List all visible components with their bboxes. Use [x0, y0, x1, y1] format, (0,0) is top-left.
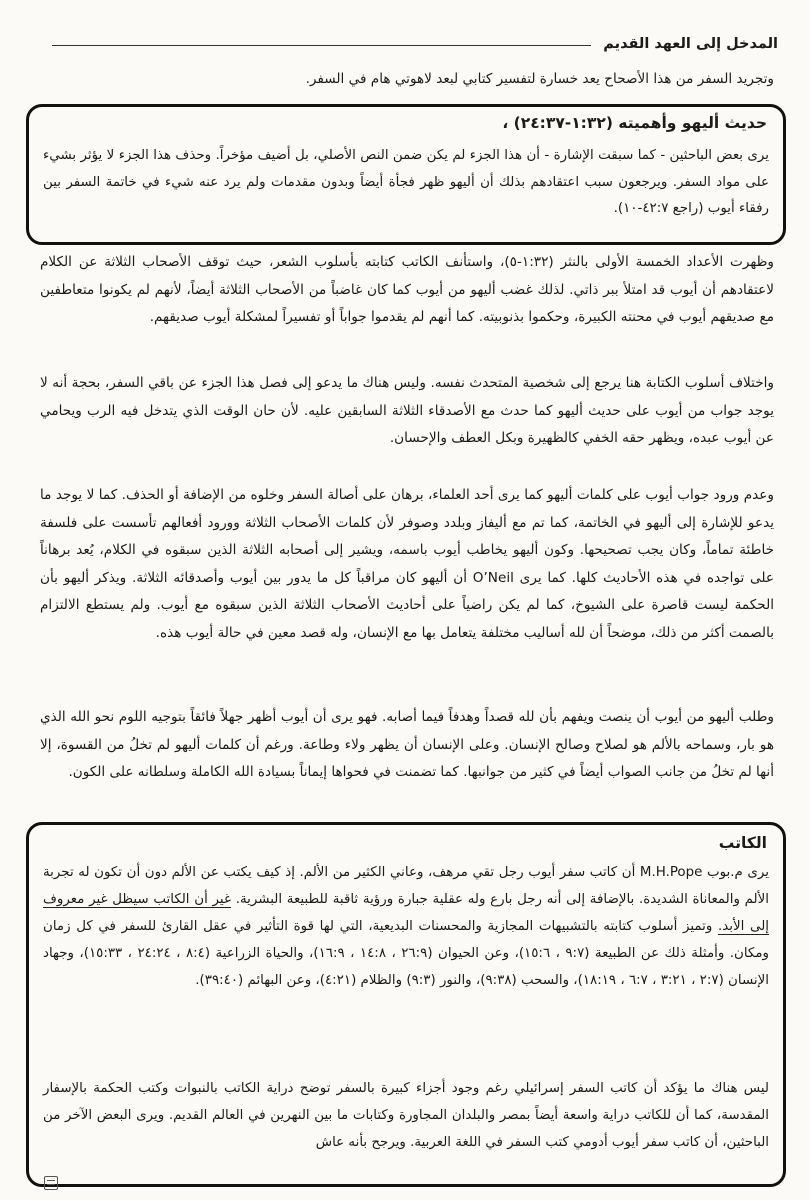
- box-elihu-paragraph: يرى بعض الباحثين - كما سبقت الإشارة - أن هذا الجزء لم يكن ضمن النص الأصلي، بل أضيف مؤخراً. وحذف هذا الجزء لا يؤثر بشيء على مواد السفر. ويرجعون سبب اعتقادهم بذلك أن أليهو ظهر فجأة أيضاً وبدون مقدمات ولم يرد عنه شيء في خاتمة السفر بين رفقاء أيوب (راجع ٤٢:٧-١٠).: [43, 148, 769, 216]
- paragraph-style-difference: واختلاف أسلوب الكتابة هنا يرجع إلى شخصية المتحدث نفسه. وليس هناك ما يدعو إلى فصل هذا الجزء عن باقي السفر، بحجة أنه لا يوجد جواب من أيوب على حديث أليهو كما حدث مع الأصدقاء الثلاثة السابقين عليه. لأن حان الوقت الذي يتدخل فيه الرب ويحامي عن أيوب عبده، ويظهر حقه الخفي كالظهيرة وبكل العطف والإحسان.: [40, 375, 774, 446]
- section-title-author: الكاتب: [718, 834, 767, 852]
- paragraph-intro: وتجريد السفر من هذا الأصحاح يعد خسارة لتفسير كتابي لبعد لاهوتي هام في السفر.: [305, 71, 774, 87]
- section-title-elihu: حديث أليهو وأهميته (١:٣٢-٢٤:٣٧) ،: [502, 114, 767, 132]
- paragraph-elihu-prose: وظهرت الأعداد الخمسة الأولى بالنثر (١:٣٢-٥)، واستأنف الكاتب كتابته بأسلوب الشعر، حيث توقف الأصحاب الثلاثة عن الكلام لاعتقادهم أن أيوب قد امتلأ ببر ذاتي. لذلك غضب أليهو من أيوب كما كان غاضباً من الأصحاب الثلاثة أيضاً، لأنهم لم يكونوا متعاطفين مع صديقهم أيوب في محنته الكبيرة، وحكموا بذنوبيته. كما أنهم لم يقدموا جواباً أو تفسيراً لمشكلة أيوب صديقهم.: [40, 254, 774, 325]
- underlined-sentence: غير أن الكاتب سيظل غير معروف إلى الأبد.: [43, 892, 769, 934]
- header-rule: [52, 45, 591, 46]
- paragraph-elihu-request: وطلب أليهو من أيوب أن ينصت ويفهم بأن لله قصداً وهدفاً فيما أصابه. فهو يرى أن أيوب أظهر جهلاً فائقاً بتوجيه اللوم نحو الله الذي هو بار، وسماحه بالألم هو لصلاح وصالح الإنسان. وعلى الإنسان أن يظهر ولاء وطاعة. ورغم أن كلمات أليهو لم تخلُ من القسوة، إلا أنها لم تخلُ من جانب الصواب أيضاً في كثير من جوانبها. كما تضمنت في فحواها إيماناً بسيادة الله الكاملة وسلطانه على الكون.: [40, 709, 774, 780]
- author-text-end: وتميز أسلوب كتابته بالتشبيهات المجازية والمحسنات البديعية، التي لها قوة التأثير في عقل القارئ للسفر في كل زمان ومكان. وأمثلة ذلك عن الطبيعة (٩:٧ ، ١٥:٦)، وعن الحيوان (٢٦:٩ ، ١٤:٨ ، ١٦:٩)، والحياة الزراعية (٨:٤ ، ٢٤:٢٤ ، ١٥:٣٣)، وجهاد الإنسان (٢:٧ ، ٣:٢١ ، ٦:٧ ، ١٨:١٩)، والسحب (٩:٣٨)، والنور (٩:٣) والظلام (٤:٢١)، وعن البهائم (٣٩:٤٠).: [43, 919, 769, 988]
- box-author: [26, 822, 786, 1187]
- box-author-paragraph-2: ليس هناك ما يؤكد أن كاتب السفر إسرائيلي رغم وجود أجزاء كبيرة بالسفر توضح دراية الكاتب بالنبوات وكتب الحكمة بالإسفار المقدسة، كما أن للكاتب دراية واسعة أيضاً بمصر والبلدان المجاورة وكتابات ما بين النهرين في العالم القديم. ويرى البعض الآخر من الباحثين، أن كاتب سفر أيوب أدومي كتب السفر في اللغة العربية. ويرجح بأنه عاش: [43, 1081, 769, 1150]
- box-author-paragraph-1: [43, 859, 769, 994]
- running-header: [52, 32, 778, 56]
- paragraph-no-reply: وعدم ورود جواب أيوب على كلمات أليهو كما يرى أحد العلماء، برهان على أصالة السفر وخلوه من الإضافة أو الحذف. كما لا يوجد ما يدعو للإشارة إلى أليهو في الخاتمة، كما تم مع أليفاز وبلدد وصوفر لأن كلمات الأصحاب الثلاثة وورود أفعالهم تأسست على فلسفة خاطئة تماماً، وكان يجب تصحيحها. وكون أليهو يخاطب أيوب باسمه، ويشير إلى أصحابه الثلاثة الذين سبقوه في الكلام، يُعد برهاناً على تواجده في هذه الأحاديث كلها. كما يرى O’Neil أن أليهو كان مراقباً كل ما يدور بين أيوب وأصدقائه الثلاثة. ويذكر أليهو بأن الحكمة ليست قاصرة على الشيوخ، كما لم يكن راضياً على أحاديث الأصحاب الثلاثة الذين سبقوه مع أيوب. ولم يستطع الالتزام بالصمت أكثر من ذلك، موضحاً أن لله أساليب مختلفة يتعامل بها مع الإنسان، وله قصد معين في حالة أيوب هذه.: [40, 487, 774, 641]
- author-text-start: يرى م.بوب M.H.Pope أن كاتب سفر أيوب رجل تقي مرهف، وعاني الكثير من الألم. إذ كيف يكتب عن الألم دون أن تكون له تجربة الألم والمعاناة الشديدة. بالإضافة إلى أنه رجل بارع وله عقلية جبارة ورؤية ثاقبة للطبيعة البشرية.: [43, 865, 769, 907]
- header-title: المدخل إلى العهد القديم: [603, 36, 778, 52]
- book-page-icon: [44, 1176, 58, 1190]
- box-elihu-speech: [26, 104, 786, 245]
